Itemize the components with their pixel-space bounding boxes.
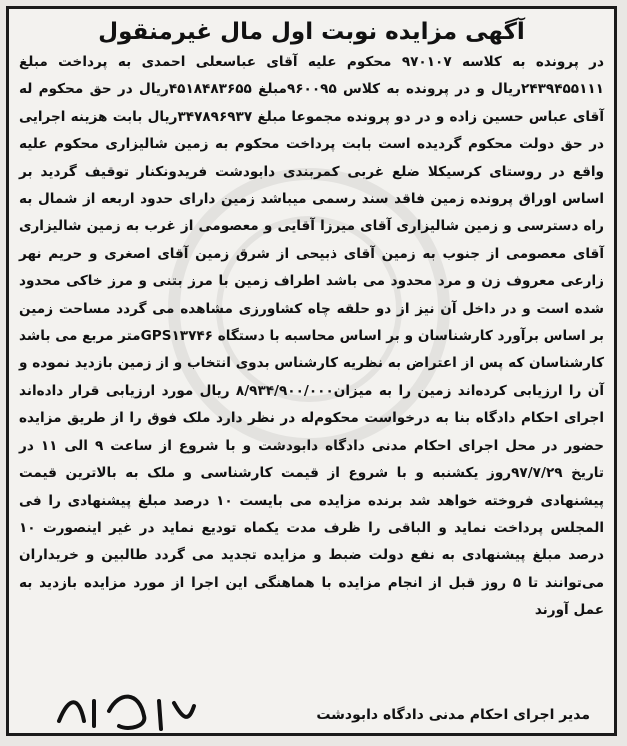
auction-notice: [6, 6, 617, 736]
notice-body: در پرونده به کلاسه ۹۷۰۱۰۷ محکوم علیه آقای عباسعلی احمدی به پرداخت مبلغ ۲۴۳۹۴۵۵۱۱۱ریال و در پرونده به کلاس ۹۶۰۰۹۵مبلغ ۴۵۱۸۴۸۳۶۵۵ریال در حق محکوم له آقای عباس حسین زاده و در دو پرونده مجموعا مبلغ ۳۴۷۸۹۶۹۳۷ریال بابت هزینه اجرایی در حق دولت محکوم گردیده است بابت پرداخت محکوم به زمین شالیزاری محکوم علیه واقع در روستای کرسیکلا ضلع غربی کمربندی دابودشت فریدونکنار توقیف گردید بر اساس اوراق پرونده زمین فاقد سند رسمی میباشد زمین دارای حدود اربعه از شمال به راه دسترسی و زمین شالیزاری آقای میرزا آقایی و معصومی از غرب به زمین شالیزاری آقای معصومی از جنوب به زمین آقای ذبیحی از شرق زمین آقای اصغری و حریم نهر زارعی معروف زن و مرد محدود می باشد اطراف زمین با مرز بتنی و مرز خاکی محدود شده است و در داخل آن نیز از دو حلقه چاه کشاورزی مشاهده می گردد مساحت زمین بر اساس برآورد کارشناسان و بر اساس محاسبه با دستگاه GPS۱۳۷۴۶متر مربع می باشد کارشناسان که پس از اعتراض به نظریه کارشناس بدوی انتخاب و از زمین بازدید نموده و آن را ارزیابی کرده‌اند زمین را به میزان۸/۹۳۴/۹۰۰/۰۰۰ ریال مورد ارزیابی قرار داده‌اند اجرای احکام دادگاه بنا به درخواست محکوم‌له در نظر دارد ملک فوق را از طریق مزایده حضور در محل اجرای احکام مدنی دادگاه دابودشت و با شروع از ساعت ۹ الی ۱۱ در تاریخ ۹۷/۷/۲۹روز یکشنبه و با شروع از قیمت کارشناسی و ملک به بالاترین قیمت پیشنهادی فروخته خواهد شد برنده مزایده می بایست ۱۰ درصد مبلغ پیشنهادی را فی المجلس پرداخت نماید و الباقی را ظرف مدت یکماه تودیع نماید در غیر اینصورت ۱۰ درصد مبلغ پیشنهادی به نفع دولت ضبط و مزایده تجدید می گردد طالبین و خریداران می‌توانند تا ۵ روز قبل از انجام مزایده با هماهنگی این اجرا از مورد مزایده بازدید به عمل آورند: [19, 54, 605, 619]
signature-line: مدیر اجرای احکام مدنی دادگاه دابودشت: [316, 707, 590, 723]
handwritten-mark-icon: [49, 691, 199, 733]
notice-title: آگهی مزایده نوبت اول مال غیرمنقول: [98, 19, 525, 45]
watermark-icon: [159, 159, 459, 459]
